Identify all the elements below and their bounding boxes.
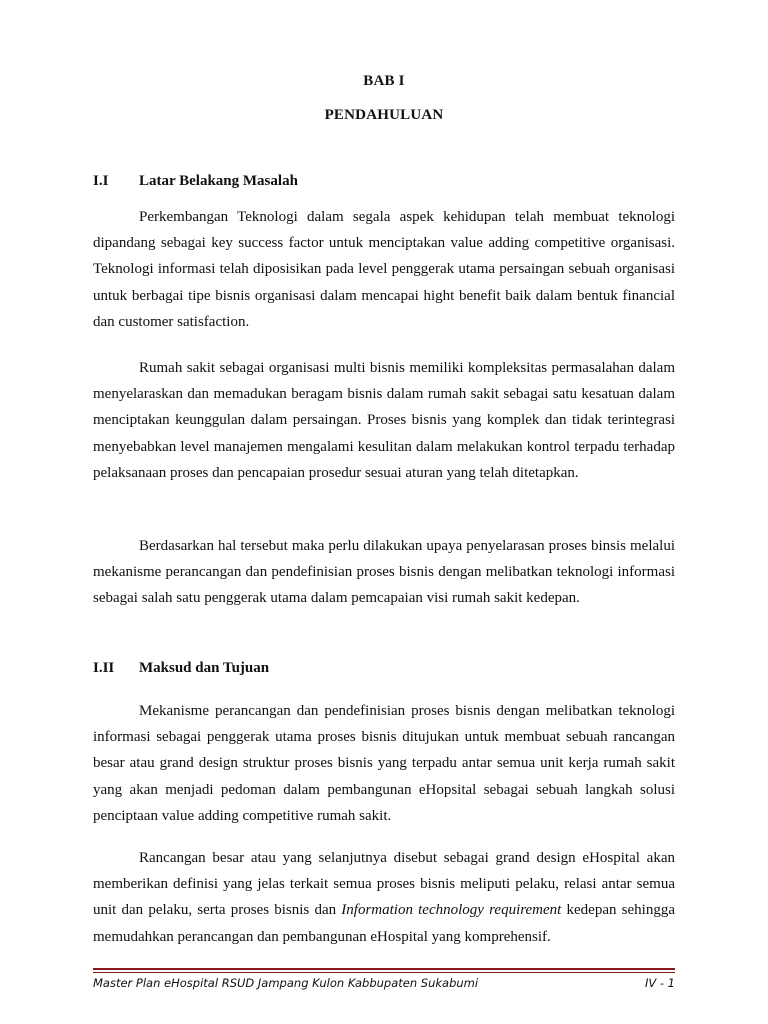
paragraph-text: Rancangan besar atau yang selanjutnya disebut sebagai grand design eHospital akan memberikan definisi yang jelas terkait semua proses bisnis meliputi pelaku, relasi antar semua unit dan pelaku, serta proses bisnis dan <box>93 850 675 919</box>
chapter-title: PENDAHULUAN <box>324 107 444 123</box>
paragraph: Mekanisme perancangan dan pendefinisian proses bisnis dengan melibatkan teknologi informasi sebagai penggerak utama proses bisnis ditujukan untuk membuat sebuah rancangan besar atau grand design struktur proses bisnis yang terpadu antar semua unit kerja rumah sakit yang akan menjadi pedoman dalam pembangunan eHopsital sebagai sebuah langkah solusi penciptaan value adding competitive rumah sakit. <box>93 703 675 824</box>
footer-page-number: IV - 1 <box>644 976 675 990</box>
paragraph <box>93 845 675 950</box>
chapter-label: BAB I <box>363 73 405 89</box>
footer-rule <box>93 968 675 970</box>
paragraph: Perkembangan Teknologi dalam segala aspek kehidupan telah membuat teknologi dipandang sebagai key success factor untuk menciptakan value adding competitive organisasi. Teknologi informasi telah diposisikan pada level penggerak utama persaingan sebuah organisasi untuk berbagai tipe bisnis organisasi dalam mencapai hight benefit baik dalam bentuk financial dan customer satisfaction. <box>93 209 675 330</box>
footer-rule <box>93 972 675 973</box>
footer-document-title: Master Plan eHospital RSUD Jampang Kulon Kabbupaten Sukabumi <box>93 976 479 990</box>
paragraph: Rumah sakit sebagai organisasi multi bisnis memiliki kompleksitas permasalahan dalam menyelaraskan dan memadukan beragam bisnis dalam rumah sakit sebagai satu kesatuan dalam menciptakan keunggulan dalam persaingan. Proses bisnis yang komplek dan tidak terintegrasi menyebabkan level manajemen mengalami kesulitan dalam melakukan kontrol terpadu terhadap pelaksanaan proses dan pencapaian prosedur sesuai aturan yang telah ditetapkan. <box>93 360 675 481</box>
section-title: Maksud dan Tujuan <box>139 660 270 676</box>
section-number: I.I <box>93 173 109 189</box>
emphasized-term: Information technology requirement <box>341 902 562 919</box>
section-title: Latar Belakang Masalah <box>139 173 298 189</box>
paragraph-text: kedepan sehingga memudahkan perancangan dan pembangunan eHospital yang komprehensif. <box>93 902 675 945</box>
paragraph: Berdasarkan hal tersebut maka perlu dilakukan upaya penyelarasan proses binsis melalui mekanisme perancangan dan pendefinisian proses bisnis dengan melibatkan teknologi informasi sebagai salah satu penggerak utama dalam pemcapaian visi rumah sakit kedepan. <box>93 538 675 607</box>
section-number: I.II <box>93 660 115 676</box>
